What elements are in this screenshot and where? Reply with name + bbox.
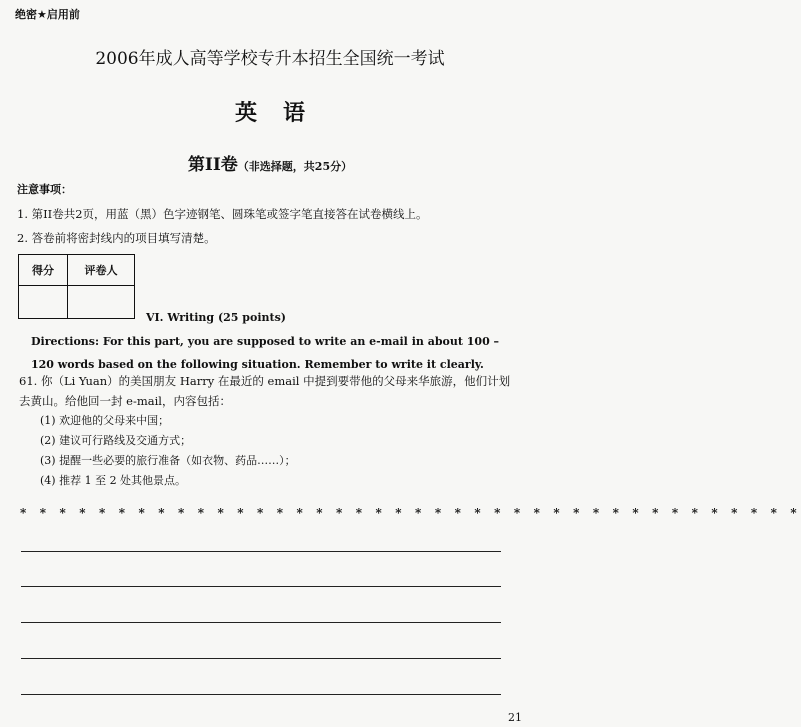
answer-line[interactable] (21, 551, 501, 552)
question-item: (1) 欢迎他的父母来中国； (40, 414, 170, 427)
answer-line[interactable] (21, 622, 501, 623)
question-item: (3) 提醒一些必要的旅行准备（如衣物、药品……）； (40, 454, 296, 467)
part-note: （非选择题，共25分） (237, 160, 353, 173)
question-item: (2) 建议可行路线及交通方式； (40, 434, 192, 447)
note-item: 2. 答卷前将密封线内的项目填写清楚。 (17, 231, 216, 245)
grader-header: 评卷人 (68, 255, 135, 286)
score-header: 得分 (19, 255, 68, 286)
score-cell[interactable] (19, 286, 68, 319)
answer-line[interactable] (21, 586, 501, 587)
answer-line[interactable] (21, 658, 501, 659)
part-heading (0, 150, 540, 175)
notes-heading: 注意事项： (17, 183, 72, 196)
page-number: 21 (508, 711, 522, 724)
note-item: 1. 第II卷共2页，用蓝（黑）色字迹钢笔、圆珠笔或签字笔直接答在试卷横线上。 (17, 207, 428, 221)
score-table (18, 254, 135, 319)
answer-line[interactable] (21, 694, 501, 695)
subject-title: 英语 (234, 100, 331, 126)
question-item: (4) 推荐 1 至 2 处其他景点。 (40, 474, 187, 487)
star-separator: * * * * * * * * * * * * * * * * * * * * * * * * * * * * * * * * * * * * * * * * (20, 506, 801, 520)
directions-text: Directions: For this part, you are supposed to write an e-mail in about 100 – 120 words based on the following situation. Remember to write it clearly. (31, 335, 500, 371)
exam-title: 2006年成人高等学校专升本招生全国统一考试 (95, 49, 445, 69)
question-text: 61. 你（Li Yuan）的美国朋友 Harry 在最近的 email 中提到要带他的父母来华旅游，他们计划去黄山。给他回一封 e-mail，内容包括： (19, 374, 511, 408)
grader-cell[interactable] (68, 286, 135, 319)
secret-mark: 绝密★启用前 (15, 8, 80, 21)
part-label: 第II卷 (187, 155, 238, 175)
section-title: VI. Writing (25 points) (146, 311, 286, 324)
